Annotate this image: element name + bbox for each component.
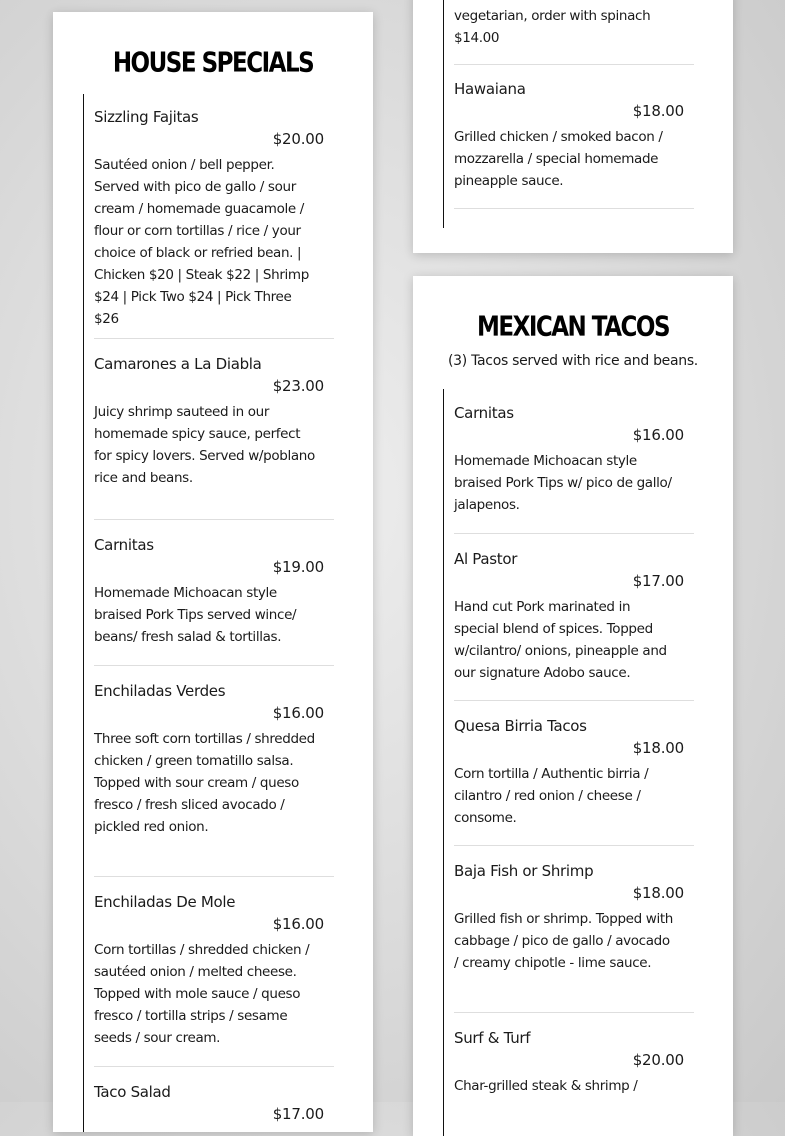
item-name: Surf & Turf: [454, 1029, 531, 1047]
menu-item[interactable]: [454, 846, 694, 1013]
item-price: $17.00: [632, 572, 684, 590]
item-name: Carnitas: [454, 404, 514, 422]
section-title: MEXICAN TACOS: [476, 311, 670, 343]
item-price: $20.00: [632, 1051, 684, 1069]
menu-item[interactable]: [94, 106, 334, 339]
section-subtitle: (3) Tacos served with rice and beans.: [448, 353, 698, 369]
item-price: $23.00: [272, 377, 324, 395]
item-description: Grilled chicken / smoked bacon / mozzarella / special homemade pineapple sauce.: [454, 129, 663, 189]
item-description: Grilled fish or shrimp. Topped with cabbage / pico de gallo / avocado / creamy chipotle - lime sauce.: [454, 911, 674, 971]
menu-item[interactable]: [94, 877, 334, 1067]
item-name: Carnitas: [94, 536, 154, 554]
item-description-partial: vegetarian, order with spinach: [454, 8, 651, 24]
item-name: Hawaiana: [454, 80, 526, 98]
item-description: Juicy shrimp sauteed in our homemade spicy sauce, perfect for spicy lovers. Served w/poblano rice and beans.: [94, 404, 315, 486]
item-price: $16.00: [272, 704, 324, 722]
house-specials-card: [53, 12, 373, 1132]
item-price-partial: $14.00: [454, 30, 500, 46]
section-title: HOUSE SPECIALS: [112, 47, 314, 79]
menu-list: [454, 402, 694, 1117]
item-description: Homemade Michoacan style braised Pork Tips w/ pico de gallo/ jalapenos.: [454, 453, 672, 513]
item-name: Taco Salad: [94, 1083, 171, 1101]
menu-item[interactable]: [94, 520, 334, 666]
menu-item[interactable]: [454, 78, 694, 209]
item-price: $20.00: [272, 130, 324, 148]
menu-list: [94, 106, 334, 1132]
item-name: Al Pastor: [454, 550, 518, 568]
item-price: $18.00: [632, 884, 684, 902]
menu-item[interactable]: [454, 701, 694, 846]
item-description: Sautéed onion / bell pepper. Served with pico de gallo / sour cream / homemade guacamole / flour or corn tortillas / rice / your choice of black or refried bean. | Chicken $20 | Steak $22 | Shrimp $24 | Pick Two $24 | Pick Three $26: [94, 157, 309, 327]
menu-item[interactable]: [454, 402, 694, 534]
menu-item[interactable]: [94, 666, 334, 877]
item-description: Homemade Michoacan style braised Pork Tips served wince/ beans/ fresh salad & tortillas.: [94, 585, 297, 645]
item-price: $16.00: [632, 426, 684, 444]
item-separator: [454, 64, 694, 65]
item-name: Enchiladas De Mole: [94, 893, 236, 911]
item-name: Baja Fish or Shrimp: [454, 862, 594, 880]
menu-item[interactable]: [94, 339, 334, 520]
mexican-tacos-card: [413, 276, 733, 1136]
item-name: Sizzling Fajitas: [94, 108, 199, 126]
menu-list: [454, 78, 694, 209]
item-description: Hand cut Pork marinated in special blend of spices. Topped w/cilantro/ onions, pineapple and our signature Adobo sauce.: [454, 599, 667, 681]
item-description: Three soft corn tortillas / shredded chicken / green tomatillo salsa. Topped with sour cream / queso fresco / fresh sliced avocado / pickled red onion.: [94, 731, 315, 835]
item-price: $18.00: [632, 739, 684, 757]
item-price: $16.00: [272, 915, 324, 933]
item-name: Camarones a La Diabla: [94, 355, 262, 373]
item-name: Enchiladas Verdes: [94, 682, 226, 700]
item-price: $19.00: [272, 558, 324, 576]
item-price: $17.00: [272, 1105, 324, 1123]
item-name: Quesa Birria Tacos: [454, 717, 587, 735]
divider-line: [443, 0, 444, 228]
item-price: $18.00: [632, 102, 684, 120]
menu-item[interactable]: [454, 534, 694, 701]
item-description: Corn tortilla / Authentic birria / cilantro / red onion / cheese / consome.: [454, 766, 649, 826]
divider-line: [443, 389, 444, 1136]
menu-item[interactable]: [454, 1013, 694, 1117]
item-description: Corn tortillas / shredded chicken / sautéed onion / melted cheese. Topped with mole sauce / queso fresco / tortilla strips / sesame seeds / sour cream.: [94, 942, 310, 1046]
menu-item[interactable]: [94, 1067, 334, 1132]
item-description: Char-grilled steak & shrimp /: [454, 1078, 638, 1094]
divider-line: [83, 94, 84, 1132]
continued-section-card: [413, 0, 733, 253]
